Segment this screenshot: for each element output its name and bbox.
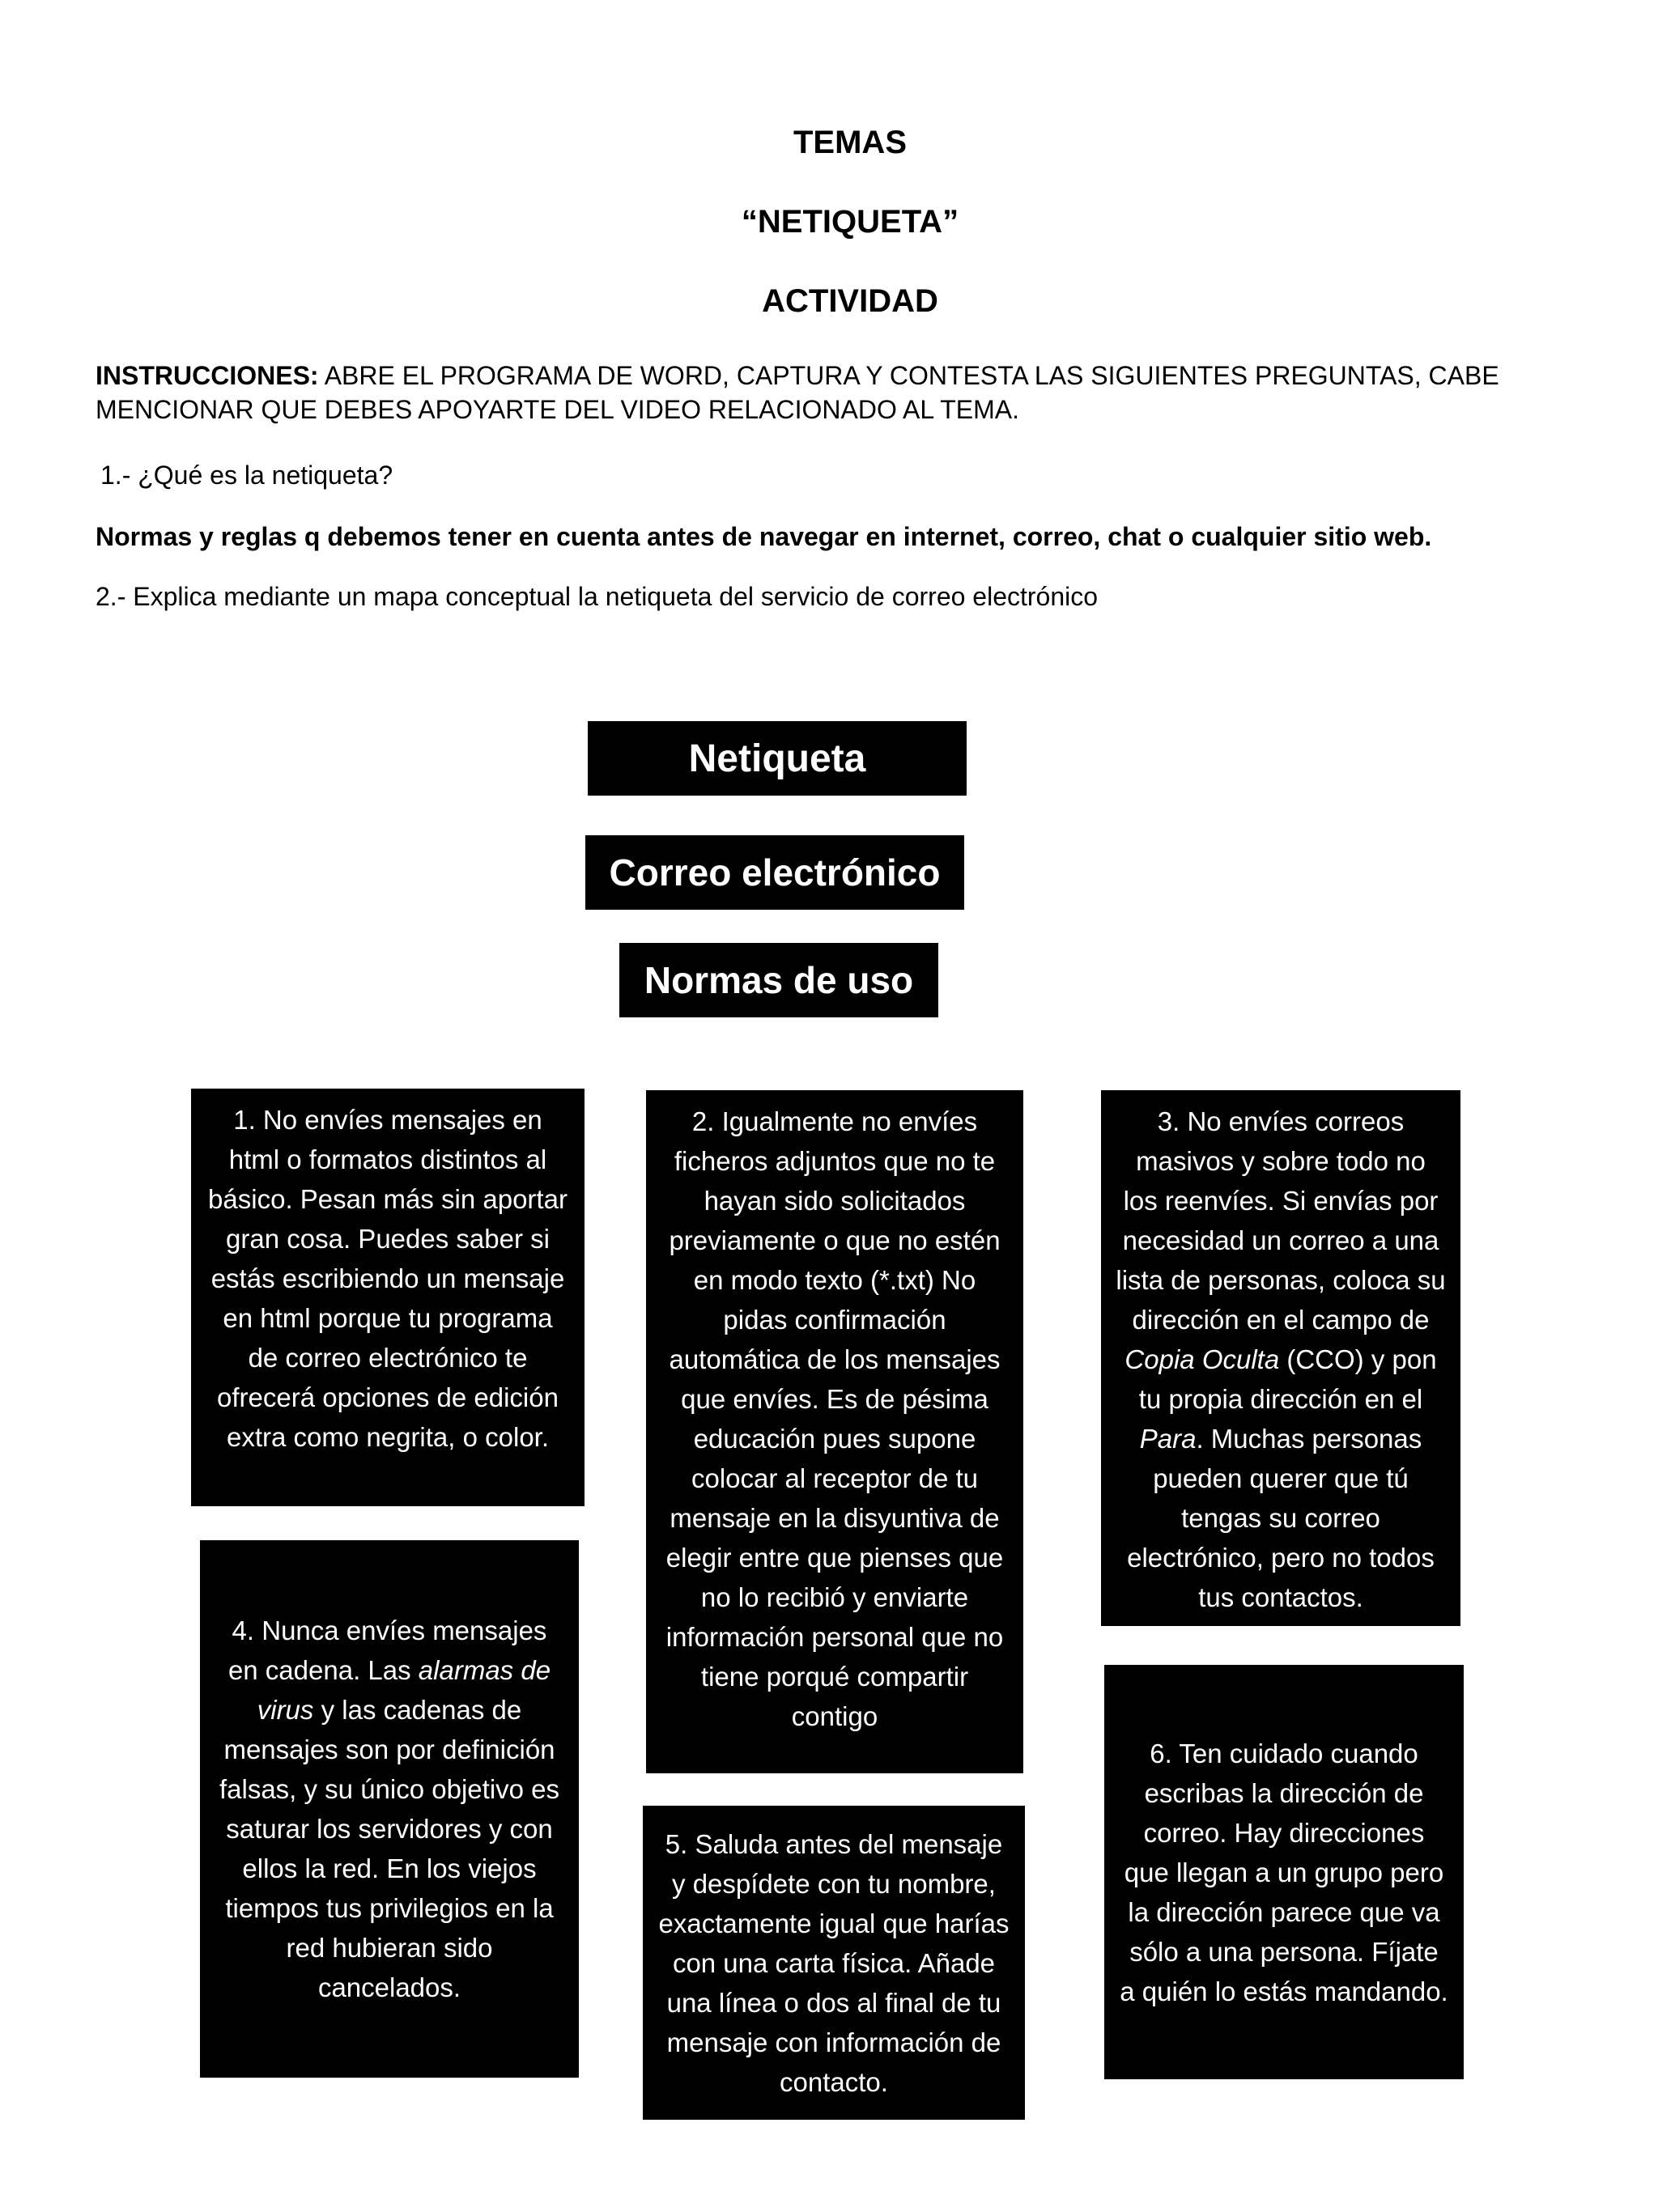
- rule-box-6: [1104, 1665, 1464, 2079]
- rule-box-2: [646, 1090, 1023, 1773]
- concept-correo-label: Correo electrónico: [609, 851, 941, 894]
- rule-4-part-a: 4. Nunca envíes mensajes en cadena. Las: [227, 1615, 547, 1685]
- rule-5-text: 5. Saluda antes del mensaje y despídete con tu nombre, exactamente igual que harías con una carta física. Añade una línea o dos al final de tu mensaje con información de contacto.: [658, 1828, 1010, 2097]
- rule-3-text: [1116, 1102, 1446, 1617]
- rule-box-5: [643, 1806, 1025, 2120]
- title-netiqueta: “NETIQUETA”: [741, 204, 959, 240]
- rule-3-part-e: . Muchas personas pueden querer que tú tengas su correo electrónico, pero no todos tus contactos.: [1127, 1424, 1435, 1612]
- rule-1-text: 1. No envíes mensajes en html o formatos distintos al básico. Pesan más sin aportar gran cosa. Puedes saber si estás escribiendo un mensaje en html porque tu programa de correo electrónico te ofrecerá opciones de edición extra como negrita, o color.: [208, 1105, 568, 1452]
- concept-netiqueta-label: Netiqueta: [688, 737, 866, 780]
- rule-box-4: [200, 1540, 579, 2078]
- rule-2-text: 2. Igualmente no envíes ficheros adjuntos que no te hayan sido solicitados previamente o que no estén en modo texto (*.txt) No pidas confirmación automática de los mensajes que envíes. Es de pésima educación pues supone colocar al receptor de tu mensaje en la disyuntiva de elegir entre que pienses que no lo recibió y enviarte información personal que no tiene porqué compartir contigo: [665, 1106, 1004, 1731]
- instructions-text: ABRE EL PROGRAMA DE WORD, CAPTURA Y CONTESTA LAS SIGUIENTES PREGUNTAS, CABE MENCIONAR QUE DEBES APOYARTE DEL VIDEO RELACIONADO AL TEMA.: [96, 361, 1499, 424]
- concept-netiqueta: [588, 721, 967, 796]
- rule-4-text: [215, 1611, 564, 2007]
- title-temas: TEMAS: [793, 125, 907, 160]
- instructions: [96, 359, 1618, 427]
- instructions-label: INSTRUCCIONES:: [96, 361, 319, 390]
- rule-4-alarmas-de-virus: alarmas de virus: [257, 1655, 551, 1725]
- answer-1: Normas y reglas q debemos tener en cuenta antes de navegar en internet, correo, chat o cualquier sitio web.: [96, 522, 1432, 551]
- rule-3-copia-oculta: Copia Oculta: [1124, 1344, 1280, 1374]
- concept-correo-electronico: [585, 835, 964, 910]
- concept-normas-de-uso: [619, 943, 938, 1017]
- rule-3-part-c: (CCO) y pon tu propia dirección en el: [1138, 1344, 1437, 1414]
- rule-3-part-a: 3. No envíes correos masivos y sobre todo no los reenvíes. Si envías por necesidad un correo a una lista de personas, coloca su dirección en el campo de: [1116, 1106, 1446, 1335]
- rule-box-1: [191, 1089, 585, 1506]
- rule-4-part-c: y las cadenas de mensajes son por definición falsas, y su único objetivo es saturar los servidores y con ellos la red. En los viejos tiempos tus privilegios en la red hubieran sido cancelados.: [219, 1695, 560, 2002]
- rule-6-text: 6. Ten cuidado cuando escribas la dirección de correo. Hay direcciones que llegan a un grupo pero la dirección parece que va sólo a una persona. Fíjate a quién lo estás mandando.: [1120, 1738, 1448, 2006]
- question-2: 2.- Explica mediante un mapa conceptual la netiqueta del servicio de correo electrónico: [96, 582, 1099, 611]
- rule-3-para: Para: [1139, 1424, 1197, 1454]
- question-1: 1.- ¿Qué es la netiqueta?: [100, 461, 393, 490]
- concept-normas-label: Normas de uso: [644, 959, 914, 1001]
- title-actividad: ACTIVIDAD: [762, 283, 938, 319]
- rule-box-3: [1101, 1090, 1460, 1626]
